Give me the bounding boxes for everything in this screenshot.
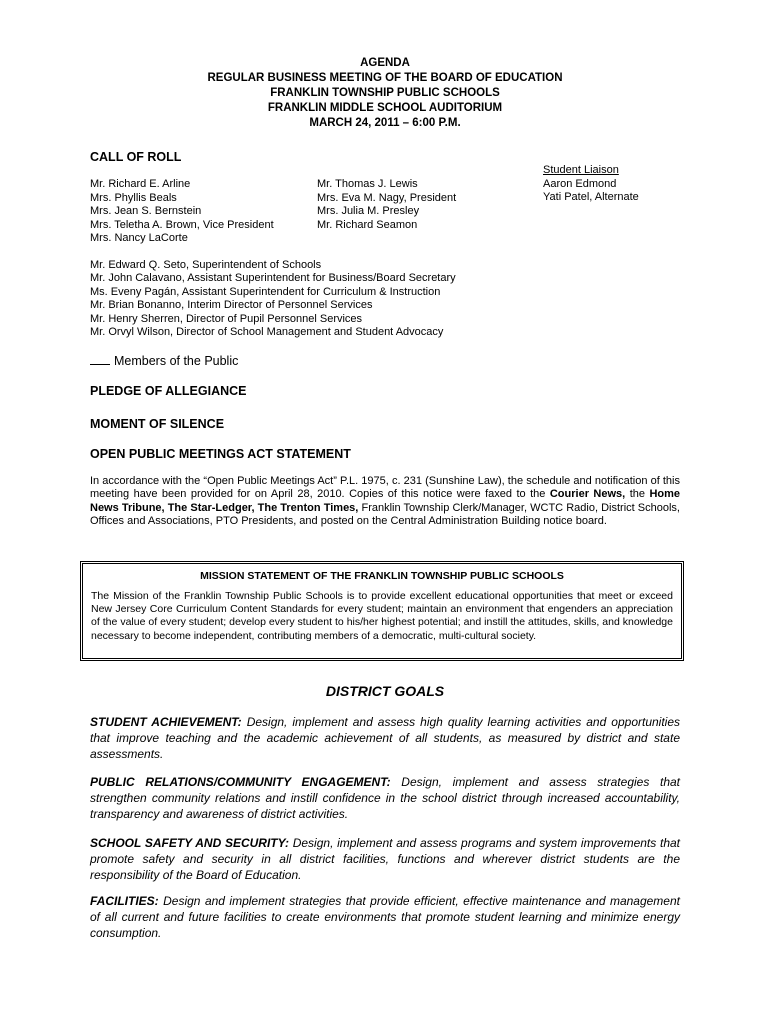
staff-item: Mr. Henry Sherren, Director of Pupil Personnel Services bbox=[90, 312, 363, 325]
roll-member: Mrs. Julia M. Presley bbox=[317, 205, 420, 218]
student-liaison-column bbox=[543, 164, 639, 205]
staff-list bbox=[90, 259, 456, 339]
goal-label: FACILITIES: bbox=[90, 894, 159, 908]
header-date: MARCH 24, 2011 – 6:00 P.M. bbox=[309, 117, 461, 129]
opma-courier-news: Courier News, bbox=[549, 488, 626, 501]
goal-school-safety bbox=[90, 836, 680, 883]
staff-item: Mr. John Calavano, Assistant Superintendent for Business/Board Secretary bbox=[90, 272, 456, 285]
goal-label: PUBLIC RELATIONS/COMMUNITY ENGAGEMENT: bbox=[90, 775, 391, 789]
header-location: FRANKLIN MIDDLE SCHOOL AUDITORIUM bbox=[267, 102, 503, 114]
roll-member: Mr. Richard Seamon bbox=[317, 218, 418, 231]
opma-heading: OPEN PUBLIC MEETINGS ACT STATEMENT bbox=[90, 447, 351, 461]
roll-member: Mrs. Phyllis Beals bbox=[90, 191, 177, 204]
roll-member: Mrs. Jean S. Bernstein bbox=[90, 205, 202, 218]
staff-item: Ms. Eveny Pagán, Assistant Superintendent for Curriculum & Instruction bbox=[90, 285, 441, 298]
goal-text: Design and implement strategies that provide efficient, effective maintenance and management of all current and future facilities to create environments that promote student learning and minimize energy consumption. bbox=[90, 894, 680, 940]
goal-text: Design, implement and assess strategies that strengthen community relations and instill confidence in the school district through increased accountability, transparency and awareness of district activities. bbox=[90, 775, 680, 821]
header-agenda: AGENDA bbox=[360, 57, 410, 69]
roll-member: Mr. Thomas J. Lewis bbox=[317, 178, 418, 190]
goal-label: STUDENT ACHIEVEMENT: bbox=[90, 715, 242, 729]
staff-item: Mr. Brian Bonanno, Interim Director of Personnel Services bbox=[90, 299, 373, 312]
members-public-label: Members of the Public bbox=[114, 354, 239, 368]
silence-heading: MOMENT OF SILENCE bbox=[90, 417, 225, 431]
staff-item: Mr. Edward Q. Seto, Superintendent of Schools bbox=[90, 259, 322, 271]
pledge-heading: PLEDGE OF ALLEGIANCE bbox=[90, 384, 247, 398]
header-district: FRANKLIN TOWNSHIP PUBLIC SCHOOLS bbox=[270, 87, 500, 99]
opma-text: In accordance with the “Open Public Meetings Act” P.L. 1975, c. 231 (Sunshine Law), the schedule and notification of this meeting have been provided for on April 28, 2010. Copies of this notice were faxed to the bbox=[90, 475, 680, 501]
roll-column-1 bbox=[90, 178, 274, 246]
roll-member: Aaron Edmond bbox=[543, 177, 617, 190]
goal-facilities bbox=[90, 894, 680, 941]
roll-member: Mrs. Eva M. Nagy, President bbox=[317, 191, 457, 204]
opma-text: Franklin Township Clerk/Manager, WCTC Radio, District Schools, Offices and Associations, PTO Presidents, and posted on the Central Administration Building notice board. bbox=[90, 501, 680, 528]
roll-member: Mrs. Teletha A. Brown, Vice President bbox=[90, 218, 274, 231]
student-liaison-heading: Student Liaison bbox=[543, 164, 619, 176]
goal-text: Design, implement and assess high quality learning activities and opportunities that improve teaching and the academic achievement of all students, as measured by district and state assessments. bbox=[90, 715, 681, 761]
members-public-line bbox=[90, 353, 238, 368]
roll-member: Mr. Richard E. Arline bbox=[90, 178, 191, 190]
opma-text: the bbox=[625, 488, 650, 501]
call-of-roll-heading: CALL OF ROLL bbox=[90, 150, 182, 164]
opma-statement bbox=[90, 475, 680, 529]
opma-newspapers: Home News Tribune, The Star-Ledger, The Trenton Times, bbox=[90, 488, 681, 514]
roll-column-2 bbox=[317, 178, 456, 232]
goal-public-relations bbox=[90, 775, 680, 822]
agenda-header bbox=[90, 56, 680, 131]
mission-text: The Mission of the Franklin Township Public Schools is to provide excellent educational opportunities that meet or exceed New Jersey Core Curriculum Content Standards for every student; maintain an environment that engenders an appreciation of the value of every student; develop every student to his/her highest potential; and instill the attitudes, skills, and knowledge necessary to become independent, contributing members of a democratic, multi-cultural society. bbox=[91, 590, 673, 642]
district-goals-title: DISTRICT GOALS bbox=[325, 683, 445, 699]
goal-label: SCHOOL SAFETY AND SECURITY: bbox=[90, 836, 289, 850]
members-count-blank bbox=[90, 353, 110, 365]
roll-member: Mrs. Nancy LaCorte bbox=[90, 232, 188, 245]
staff-item: Mr. Orvyl Wilson, Director of School Management and Student Advocacy bbox=[90, 326, 444, 339]
header-meeting: REGULAR BUSINESS MEETING OF THE BOARD OF EDUCATION bbox=[207, 72, 563, 84]
mission-title: MISSION STATEMENT OF THE FRANKLIN TOWNSHIP PUBLIC SCHOOLS bbox=[200, 570, 564, 582]
goal-student-achievement bbox=[90, 715, 680, 762]
roll-member: Yati Patel, Alternate bbox=[543, 191, 639, 204]
mission-statement-box bbox=[80, 561, 684, 661]
goal-text: Design, implement and assess programs and system improvements that promote safety and security in all district facilities, functions and wherever district students are the responsibility of the Board of Education. bbox=[90, 836, 680, 882]
